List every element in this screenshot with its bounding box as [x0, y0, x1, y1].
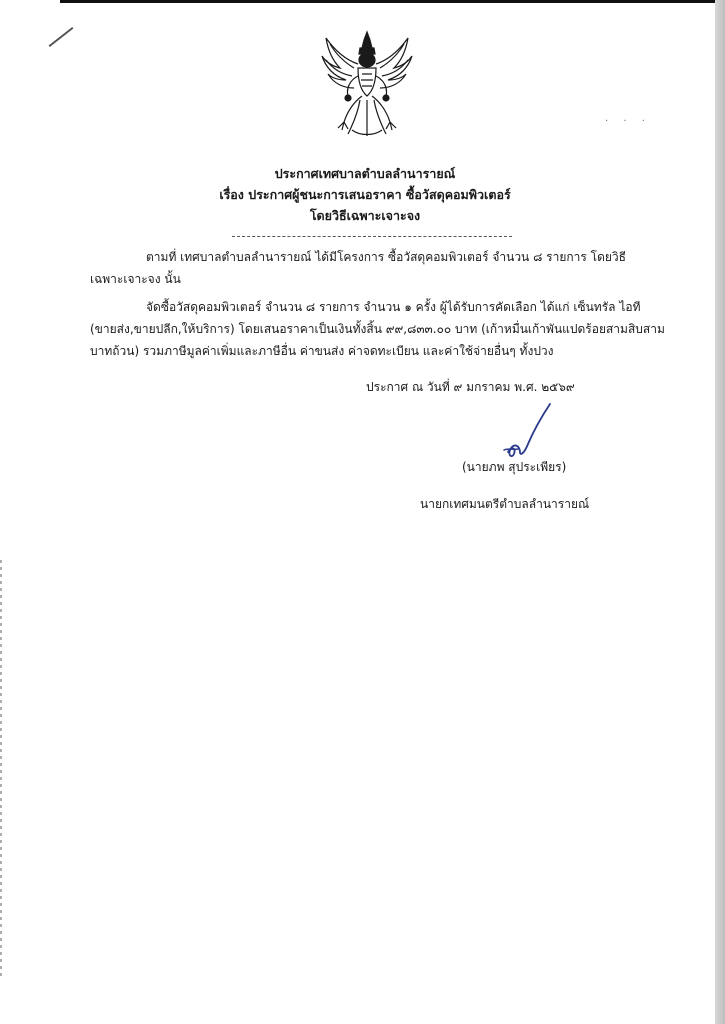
body-paragraph-1-line-1: ตามที่ เทศบาลตำบลลำนารายณ์ ได้มีโครงการ ซื้อวัสดุคอมพิวเตอร์ จำนวน ๘ รายการ โดยวิธี [146, 250, 626, 264]
header-title: ประกาศเทศบาลตำบลลำนารายณ์ [274, 166, 456, 181]
body-paragraph-1-line-2: เฉพาะเจาะจง นั้น [90, 272, 181, 286]
scan-edge-top [60, 0, 715, 3]
header-method: โดยวิธีเฉพาะเจาะจง [309, 208, 421, 223]
header-subject: เรื่อง ประกาศผู้ชนะการเสนอราคา ซื้อวัสดุคอมพิวเตอร์ [219, 187, 511, 202]
announcement-header [140, 163, 590, 226]
scan-edge-right [715, 0, 725, 1024]
header-divider [232, 236, 512, 237]
body-paragraph-2-line-3: บาทถ้วน) รวมภาษีมูลค่าเพิ่มและภาษีอื่น ค่าขนส่ง ค่าจดทะเบียน และค่าใช้จ่ายอื่นๆ ทั้งปวง [90, 344, 554, 358]
stray-marks: · · · [605, 116, 651, 127]
body-paragraph-2-line-1: จัดซื้อวัสดุคอมพิวเตอร์ จำนวน ๘ รายการ จำนวน ๑ ครั้ง ผู้ได้รับการคัดเลือก ได้แก่ เซ็นทรัล ไอที [146, 300, 641, 314]
garuda-emblem-icon [318, 30, 416, 140]
announcement-body [90, 246, 665, 362]
pen-mark [49, 27, 74, 47]
signer-name: (นายภพ สุประเพียร) [462, 460, 567, 474]
announcement-date: ประกาศ ณ วันที่ ๙ มกราคม พ.ศ. ๒๕๖๙ [366, 380, 575, 394]
signer-title: นายกเทศมนตรีตำบลลำนารายณ์ [420, 497, 590, 511]
scan-edge-left [0, 560, 2, 980]
body-paragraph-2-line-2: (ขายส่ง,ขายปลีก,ให้บริการ) โดยเสนอราคาเป็นเงินทั้งสิ้น ๙๙,๘๓๓.๐๐ บาท (เก้าหมื่นเก้าพันแปดร้อยสามสิบสาม [90, 322, 665, 336]
